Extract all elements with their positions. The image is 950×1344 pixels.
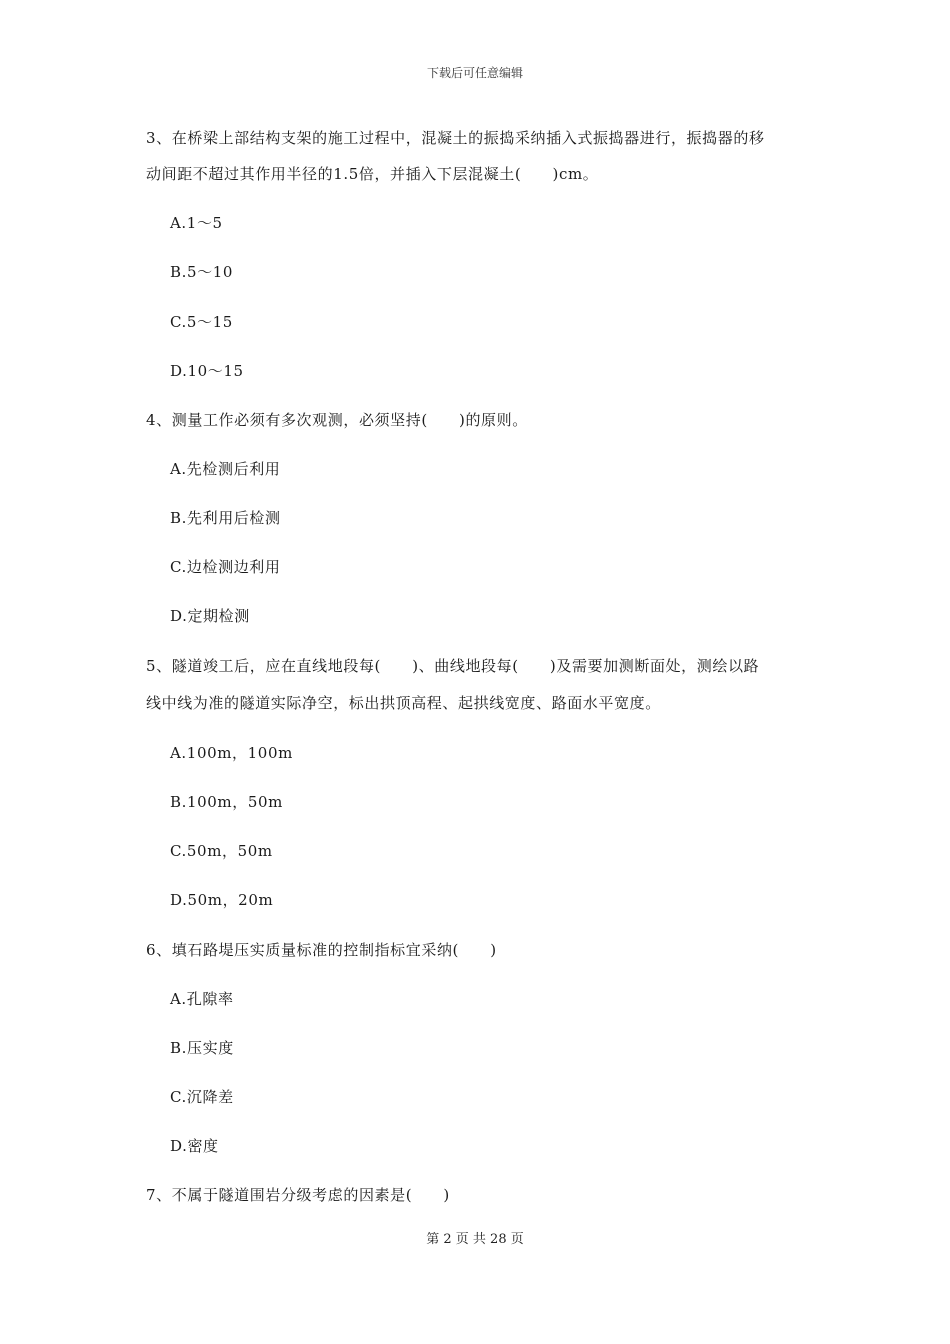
question-7-line-1: 7、不属于隧道围岩分级考虑的因素是( ): [146, 1186, 450, 1204]
question-5-option-c: C.50m，50m: [170, 842, 273, 860]
question-3-option-d: D.10～15: [170, 362, 244, 380]
question-5-option-a: A.100m，100m: [170, 744, 293, 762]
question-3-option-b: B.5～10: [170, 263, 234, 281]
question-3-line-1: 3、在桥梁上部结构支架的施工过程中，混凝土的振捣采纳插入式振捣器进行，振捣器的移: [146, 129, 765, 147]
question-5-option-d: D.50m，20m: [170, 891, 274, 909]
question-3-option-a: A.1～5: [170, 214, 223, 232]
question-5-line-2: 线中线为准的隧道实际净空，标出拱顶高程、起拱线宽度、路面水平宽度。: [146, 694, 661, 712]
question-5-line-1: 5、隧道竣工后，应在直线地段每( )、曲线地段每( )及需要加测断面处，测绘以路: [146, 657, 760, 675]
question-6-option-a: A.孔隙率: [170, 990, 234, 1008]
question-5-option-b: B.100m，50m: [170, 793, 283, 811]
question-4-line-1: 4、测量工作必须有多次观测，必须坚持( )的原则。: [146, 411, 528, 429]
page-footer: 第 2 页 共 28 页: [426, 1232, 524, 1247]
question-6-line-1: 6、填石路堤压实质量标准的控制指标宜采纳( ): [146, 941, 497, 959]
question-6-option-c: C.沉降差: [170, 1088, 234, 1106]
question-3-line-2: 动间距不超过其作用半径的1.5倍，并插入下层混凝土( )cm。: [146, 165, 599, 183]
question-4-option-b: B.先利用后检测: [170, 509, 281, 527]
question-6-option-d: D.密度: [170, 1137, 219, 1155]
question-3-option-c: C.5～15: [170, 313, 233, 331]
question-6-option-b: B.压实度: [170, 1039, 234, 1057]
question-4-option-a: A.先检测后利用: [170, 460, 281, 478]
question-4-option-d: D.定期检测: [170, 607, 250, 625]
page-header: 下载后可任意编辑: [426, 66, 523, 80]
question-4-option-c: C.边检测边利用: [170, 558, 281, 576]
